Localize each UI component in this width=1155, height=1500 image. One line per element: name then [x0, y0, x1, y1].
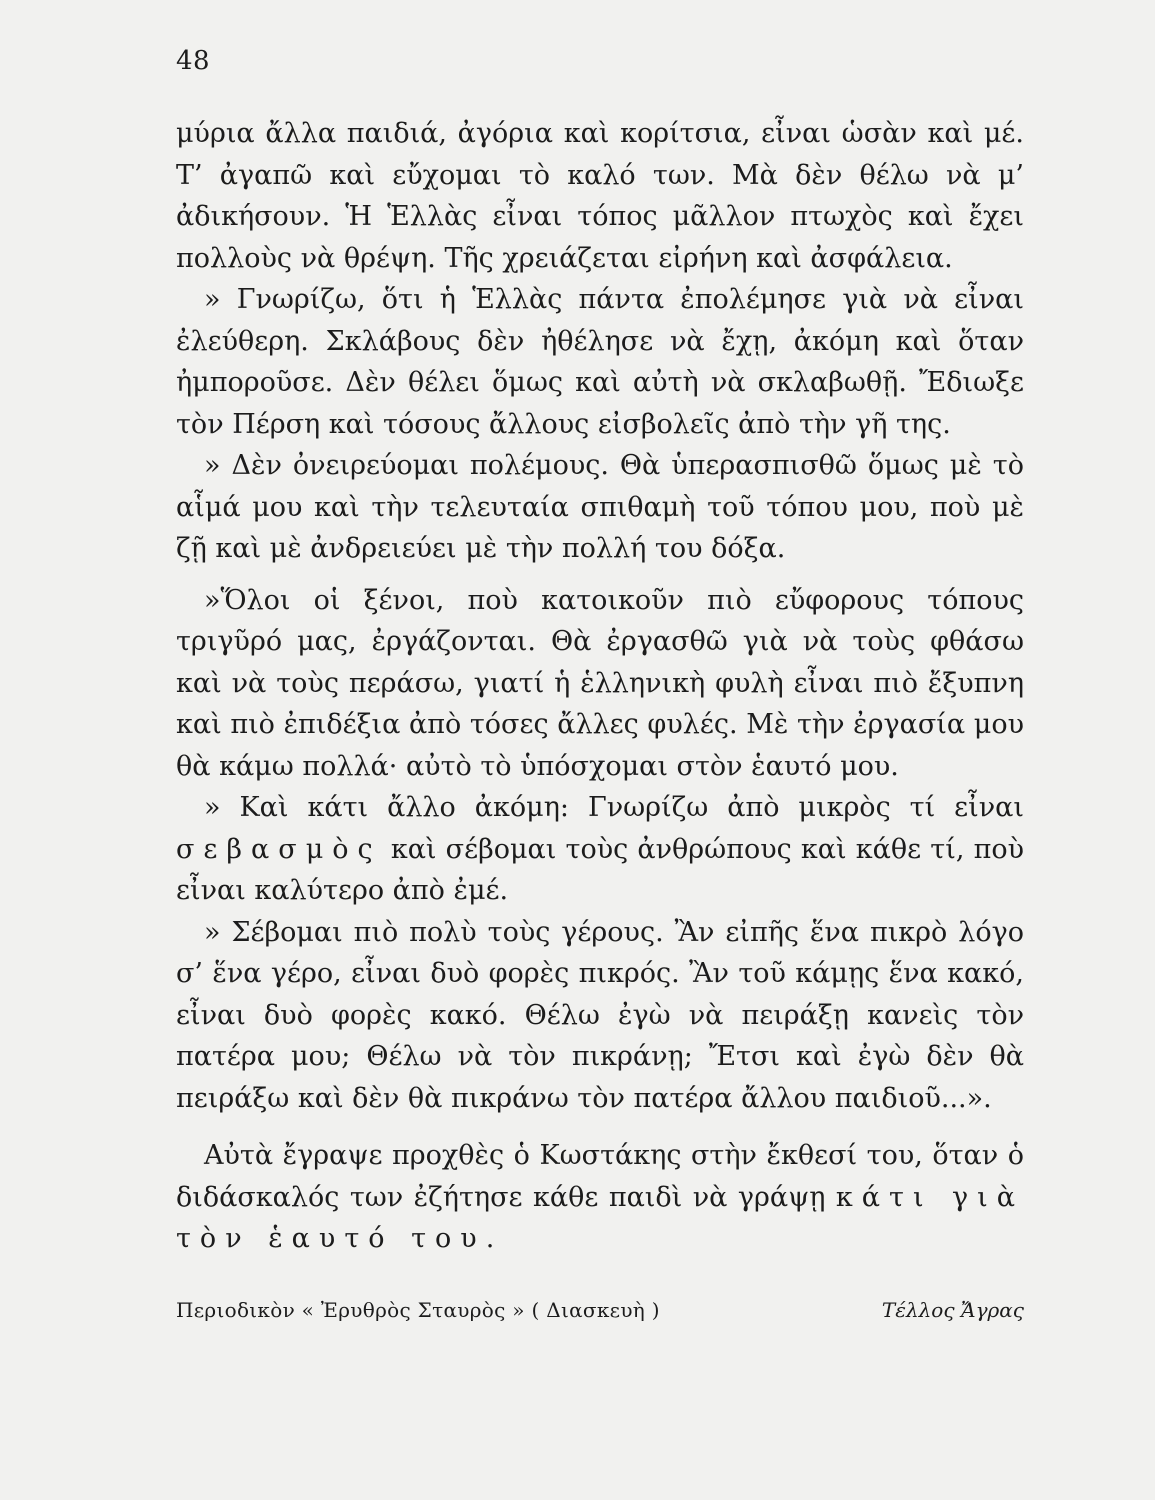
- paragraph-5-start: » Καὶ κάτι ἄλλο ἀκόμη: Γνωρίζω ἀπὸ μικρὸς τί εἶναι: [204, 792, 1024, 823]
- page-number: 48: [176, 46, 211, 76]
- paragraph-1: μύρια ἄλλα παιδιά, ἀγόρια καὶ κορίτσια, εἶναι ὡσὰν καὶ μέ. Τ’ ἀγαπῶ καὶ εὔχομαι τὸ καλό των. Μὰ δὲν θέλω νὰ μ’ ἀδικήσουν. Ἡ Ἑλλὰς εἶναι τόπος μᾶλλον πτωχὸς καὶ ἔχει πολλοὺς νὰ θρέψη. Τῆς χρειάζεται εἰρήνη καὶ ἀσφάλεια.: [176, 118, 1024, 274]
- source-citation: Περιοδικὸν « Ἐρυθρὸς Σταυρὸς » ( Διασκευὴ ): [176, 1298, 660, 1322]
- paragraph-5: [176, 787, 1024, 912]
- paragraph-6: » Σέβομαι πιὸ πολὺ τοὺς γέρους. Ἂν εἰπῆς ἕνα πικρὸ λόγο σ’ ἕνα γέρο, εἶναι δυὸ φορὲς πικρός. Ἂν τοῦ κάμῃς ἕνα κακό, εἶναι δυὸ φορὲς κακό. Θέλω ἐγὼ νὰ πειράξῃ κανεὶς τὸν πατέρα μου; Θέλω νὰ τὸν πικράνῃ; Ἔτσι καὶ ἐγὼ δὲν θὰ πειράξω καὶ δὲν θὰ πικράνω τὸν πατέρα ἄλλου παιδιοῦ...».: [176, 916, 1024, 1114]
- emphasized-phrase: κάτι γιὰ τὸν ἑαυτό του.: [176, 1181, 1024, 1254]
- paragraph-2: » Γνωρίζω, ὅτι ἡ Ἑλλὰς πάντα ἐπολέμησε γιὰ νὰ εἶναι ἐλεύθερη. Σκλάβους δὲν ἠθέλησε νὰ ἔχῃ, ἀκόμη καὶ ὅταν ἠμποροῦσε. Δὲν θέλει ὅμως καὶ αὐτὴ νὰ σκλαβωθῇ. Ἔδιωξε τὸν Πέρση καὶ τόσους ἄλλους εἰσβολεῖς ἀπὸ τὴν γῆ της.: [176, 284, 1024, 440]
- paragraph-4: »Ὅλοι οἱ ξένοι, ποὺ κατοικοῦν πιὸ εὔφορους τόπους τριγῦρό μας, ἐργάζονται. Θὰ ἐργασθῶ γιὰ νὰ τοὺς φθάσω καὶ νὰ τοὺς περάσω, γιατί ἡ ἑλληνικὴ φυλὴ εἶναι πιὸ ἔξυπνη καὶ πιὸ ἐπιδέξια ἀπὸ τόσες ἄλλες φυλές. Μὲ τὴν ἐργασία μου θὰ κάμω πολλά· αὐτὸ τὸ ὑπόσχομαι στὸν ἑαυτό μου.: [176, 584, 1024, 782]
- paragraph-5-end: καὶ σέβομαι τοὺς ἀνθρώπους καὶ κάθε τί, ποὺ εἶναι καλύτερο ἀπὸ ἐμέ.: [176, 833, 1024, 906]
- paragraph-7: [176, 1135, 1024, 1260]
- emphasized-word-respect: σεβασμὸς: [176, 833, 382, 865]
- source-footer: [176, 1298, 1024, 1322]
- paragraph-3: » Δὲν ὀνειρεύομαι πολέμους. Θὰ ὑπερασπισθῶ ὅμως μὲ τὸ αἷμά μου καὶ τὴν τελευταία σπιθαμὴ τοῦ τόπου μου, ποὺ μὲ ζῇ καὶ μὲ ἀνδρειεύει μὲ τὴν πολλή του δόξα.: [176, 450, 1024, 564]
- article-body: [176, 113, 1024, 1260]
- author-name: Τέλλος Ἄγρας: [881, 1298, 1024, 1322]
- paragraph-7-start: Αὐτὰ ἔγραψε προχθὲς ὁ Κωστάκης στὴν ἔκθεσί του, ὅταν ὁ διδάσκαλός των ἐζήτησε κάθε παιδὶ νὰ γράψῃ: [176, 1140, 1024, 1213]
